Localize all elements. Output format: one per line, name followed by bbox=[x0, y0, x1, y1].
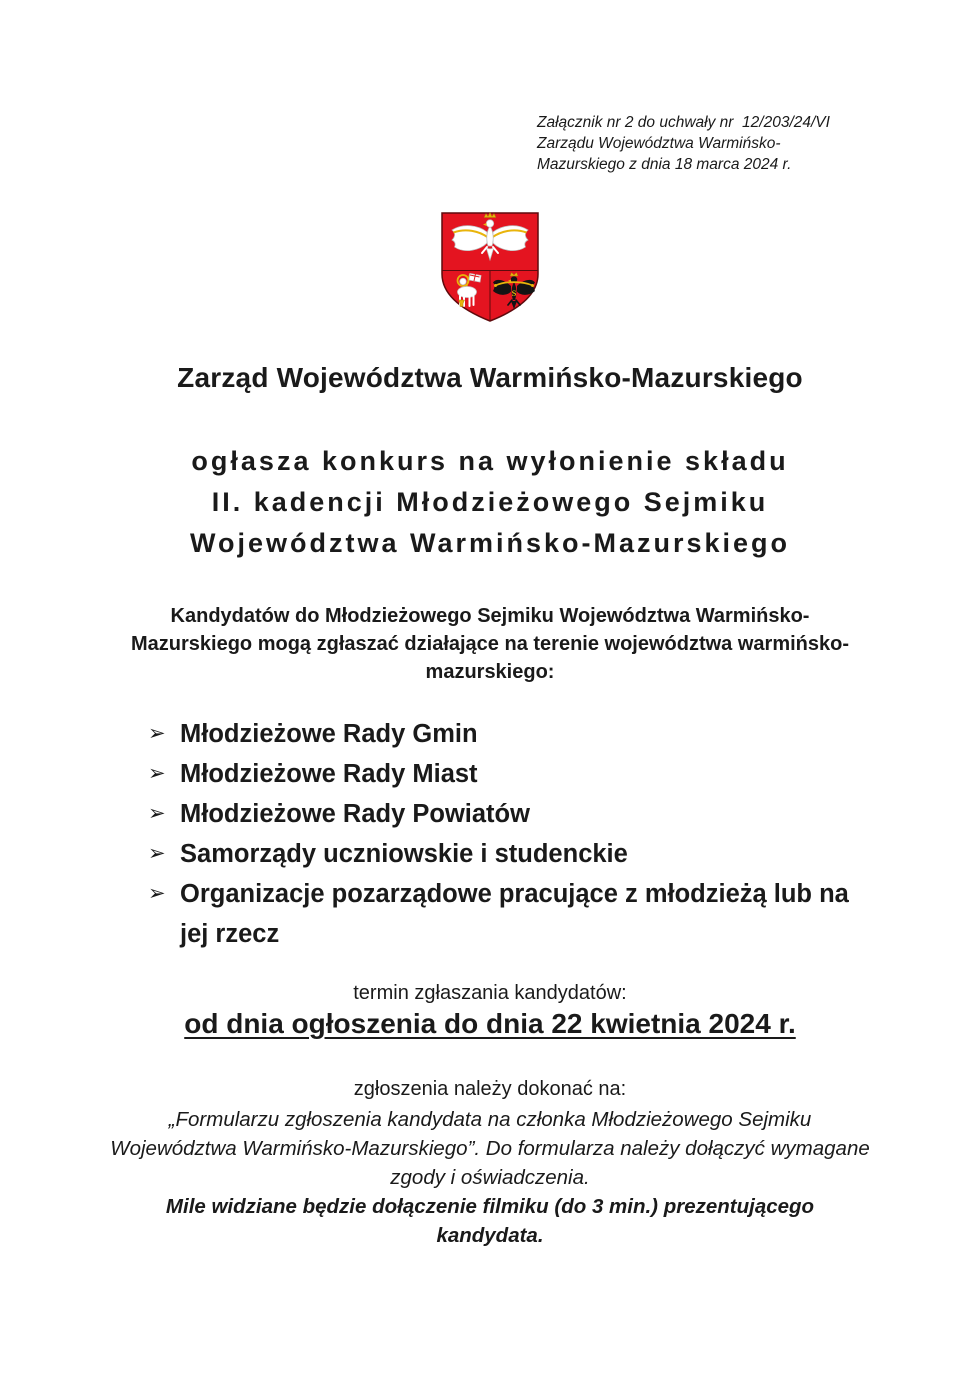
list-item bbox=[148, 754, 860, 794]
arrow-bullet-icon: ➢ bbox=[148, 762, 166, 785]
list-item bbox=[148, 794, 860, 834]
page-title: Zarząd Województwa Warmińsko-Mazurskiego bbox=[177, 362, 803, 393]
coat-of-arms-icon bbox=[438, 210, 542, 324]
list-item-label: Młodzieżowe Rady Gmin bbox=[180, 720, 478, 748]
arrow-bullet-icon: ➢ bbox=[148, 882, 166, 905]
attachment-note-line: Zarządu Województwa Warmińsko- bbox=[537, 135, 781, 152]
list-item bbox=[148, 834, 860, 874]
announcement-heading bbox=[0, 441, 980, 564]
video-note: Mile widziane będzie dołączenie filmiku (do 3 min.) prezentującego kandydata. bbox=[165, 1195, 815, 1247]
intro-paragraph: Kandydatów do Młodzieżowego Sejmiku Województwa Warmińsko-Mazurskiego mogą zgłaszać działające na terenie województwa warmińsko-mazurskiego: bbox=[131, 605, 849, 683]
announcement-line: ogłasza konkurs na wyłonienie składu bbox=[191, 446, 789, 476]
attachment-note bbox=[537, 112, 897, 175]
attachment-note-line: Załącznik nr 2 do uchwały nr 12/203/24/VI bbox=[537, 114, 830, 131]
list-item bbox=[148, 874, 860, 954]
form-info: „Formularzu zgłoszenia kandydata na członka Młodzieżowego Sejmiku Województwa Warmińsko-Mazurskiego”. Do formularza należy dołączyć wymagane zgody i oświadczenia. bbox=[110, 1108, 870, 1189]
candidate-list bbox=[148, 714, 860, 954]
coat-of-arms bbox=[0, 210, 980, 324]
list-item-label: Młodzieżowe Rady Miast bbox=[180, 760, 478, 788]
arrow-bullet-icon: ➢ bbox=[148, 722, 166, 745]
list-item-label: Samorządy uczniowskie i studenckie bbox=[180, 840, 628, 868]
arrow-bullet-icon: ➢ bbox=[148, 802, 166, 825]
deadline-value: od dnia ogłoszenia do dnia 22 kwietnia 2024 r. bbox=[184, 1008, 796, 1039]
arrow-bullet-icon: ➢ bbox=[148, 842, 166, 865]
list-item-label: Młodzieżowe Rady Powiatów bbox=[180, 800, 530, 828]
announcement-line: Województwa Warmińsko-Mazurskiego bbox=[189, 528, 791, 558]
list-item-label: Organizacje pozarządowe pracujące z młodzieżą lub na jej rzecz bbox=[180, 880, 849, 948]
deadline-label: termin zgłaszania kandydatów: bbox=[353, 982, 627, 1004]
submission-label: zgłoszenia należy dokonać na: bbox=[353, 1078, 627, 1100]
svg-text:S: S bbox=[511, 288, 517, 298]
announcement-line: II. kadencji Młodzieżowego Sejmiku bbox=[211, 487, 769, 517]
attachment-note-line: Mazurskiego z dnia 18 marca 2024 r. bbox=[537, 156, 792, 173]
list-item bbox=[148, 714, 860, 754]
